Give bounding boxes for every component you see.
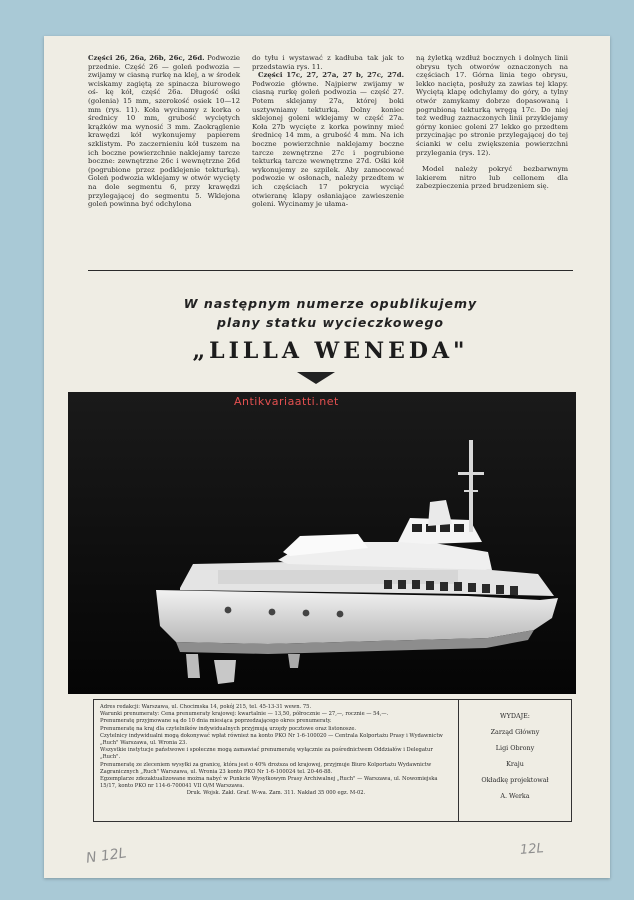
- magazine-page: [44, 36, 610, 878]
- paragraph: Model należy pokryć bezbarwnym lakierem nitro lub cellonem dla zabezpieczenia przed brudzeniem się.: [416, 165, 568, 191]
- imprint-line: Prenumeratę na kraj dla czytelników indywidualnych przyjmują urzędy pocztowe oraz listonosze.: [100, 725, 357, 732]
- ship-model-illustration: [68, 392, 576, 694]
- text-column-1: [88, 54, 240, 209]
- pencil-note: N 12L: [85, 845, 128, 867]
- imprint-line: Prenumeratę przyjmowane są do 10 dnia miesiąca poprzedzającego okres prenumeraty.: [100, 718, 332, 725]
- imprint-line: Egzemplarze zdezaktualizowane można nabyć w Punkcie Wysyłkowym Prasy Archiwalnej „Ruch" — Warszawa, ul. Nowomiejska 15/17, konto PKO nr 114-6-700041 VII O/M Warszawa.: [100, 776, 438, 790]
- announcement-line-1: W następnym numerze opublikujemy: [183, 296, 478, 311]
- ship-model-photo: [68, 392, 576, 694]
- text-column-3: [416, 54, 568, 209]
- paragraph: Części 17c, 27, 27a, 27 b, 27c, 27d. Podwozie główne. Najpierw zwijamy w ciasną rurkę goleń podwozia — część 27. Potem sklejamy 27a, której boki usztywniamy tekturką. Dolny koniec sklejonej goleni wklejamy w część 27a. Koła 27b wycięte z korka powinny mieć średnicę 14 mm, a grubość 4 mm. Na ich boczne powierzchnie naklejamy boczne tarcze zewnętrzne 27c i pogrubione tekturką tarcze wewnętrzne 27d. Ośki kół wykonujemy ze szpilek. Aby zamocować podwozie w osłonach, należy przedtem w ich częściach 17 pokrycia wyciąć otwieranę klapy osłaniające zawieszenie goleni. Wycinamy je ułama-: [252, 71, 404, 209]
- paragraph: Części 26, 26a, 26b, 26c, 26d. Podwozie przednie. Część 26 — goleń podwozia — zwijamy w ciasną rurkę na klej, a w środek wciskamy zagiętą ze spinacza biurowego oś- kę kół, część 26a. Długość ośki (golenia) 15 mm, szerokość osiek 10—12 mm (rys. 11). Koła wycinamy z korka o średnicy 10 mm, grubość wyciętych krążków ma wynosić 3 mm. Zaokrąglenie krawędzi kół wykonujemy papierem szklistym. Po zaczernieniu kół tuszem na ich boczne powierzchnie naklejamy tarcze boczne: zewnętrzne 26c i wewnętrzne 26d (pogrubione przez podklejenie tekturką). Goleń podwozia wklejamy w otwór wycięty na dole segmentu 6, przy krawędzi przylegającej do segmentu 5. Wklejona goleń powinna być odchylona: [88, 54, 240, 209]
- imprint-line: Czytelnicy indywidualni mogą dokonywać wpłat również na konto PKO Nr 1-6-100020 — Centrala Kolportażu Prasy i Wydawnictw „Ruch" Warszawa, ul. Wronia 23.: [100, 732, 443, 747]
- paragraph: ną żyletką wzdłuż bocznych i dolnych linii obrysu tych otworów oznaczonych na częściach 17. Górna linia tego obrysu, lekko nacięta, posłuży za zawias tej klapy. Wyciętą klapę odchylamy do góry, a tylny otwór zamykamy dobrze dopasowaną i pogrubioną tekturką wręgą 17c. Do niej też według zaznaczonych linii przyklejamy górny koniec goleni 27 lekko go przedtem przycinając po stronie przylegającej do tej ścianki w celu zwiększenia powierzchni przylegania (rys. 12).: [416, 54, 568, 157]
- down-arrow-icon: [297, 372, 335, 384]
- imprint-line: Adres redakcji: Warszawa, ul. Chocimska 14, pokój 215, tel. 45-13-31 wewn. 75.: [100, 704, 312, 710]
- watermark-text: Antikvariaatti.net: [234, 395, 339, 408]
- publisher-info: [459, 700, 571, 821]
- announcement-line-2: plany statku wycieczkowego: [216, 315, 445, 330]
- publisher-label: WYDAJE:: [500, 712, 530, 720]
- imprint-line: Druk. Wojsk. Zakł. Graf. W-wa. Zam. 311. Nakład 35 000 egz. M-02.: [186, 790, 366, 797]
- imprint-line: Warunki prenumeraty: Cena prenumeraty krajowej: kwartalnie — 13,50, półrocznie — 27,—, rocznie — 54,—.: [100, 711, 389, 718]
- cover-designer-label: Okładkę projektował: [481, 776, 549, 784]
- publisher-name-line: Kraju: [506, 760, 524, 768]
- cover-designer-name: A. Werka: [500, 792, 530, 800]
- text-column-2: [252, 54, 404, 209]
- publisher-name-line: Ligi Obrony: [495, 744, 535, 752]
- instruction-columns: [88, 54, 573, 209]
- imprint-box: [93, 699, 572, 822]
- imprint-details: [94, 700, 459, 821]
- next-issue-announcement: [88, 294, 573, 364]
- imprint-line: Prenumeratę ze zleceniem wysyłki za granicę, która jest o 40% droższa od krajowej, przyjmuje Biuro Kolportażu Wydawnictw Zagranicznych „Ruch" Warszawa, ul. Wronia 23 konto PKO Nr 1-6-100024 tel. 20-46-88.: [100, 761, 432, 775]
- pencil-note: 12L: [519, 841, 545, 858]
- divider-rule: [88, 270, 573, 271]
- publisher-name-line: Zarząd Główny: [490, 728, 540, 736]
- ship-name-heading: „LILLA WENEDA": [192, 338, 469, 364]
- paragraph: do tyłu i wystawać z kadłuba tak jak to przedstawia rys. 11.: [252, 54, 404, 71]
- imprint-line: Wszystkie instytucje państwowe i społeczne mogą zamawiać prenumeratę wyłącznie za pośrednictwem Oddziałów i Delegatur „Ruch".: [100, 747, 433, 761]
